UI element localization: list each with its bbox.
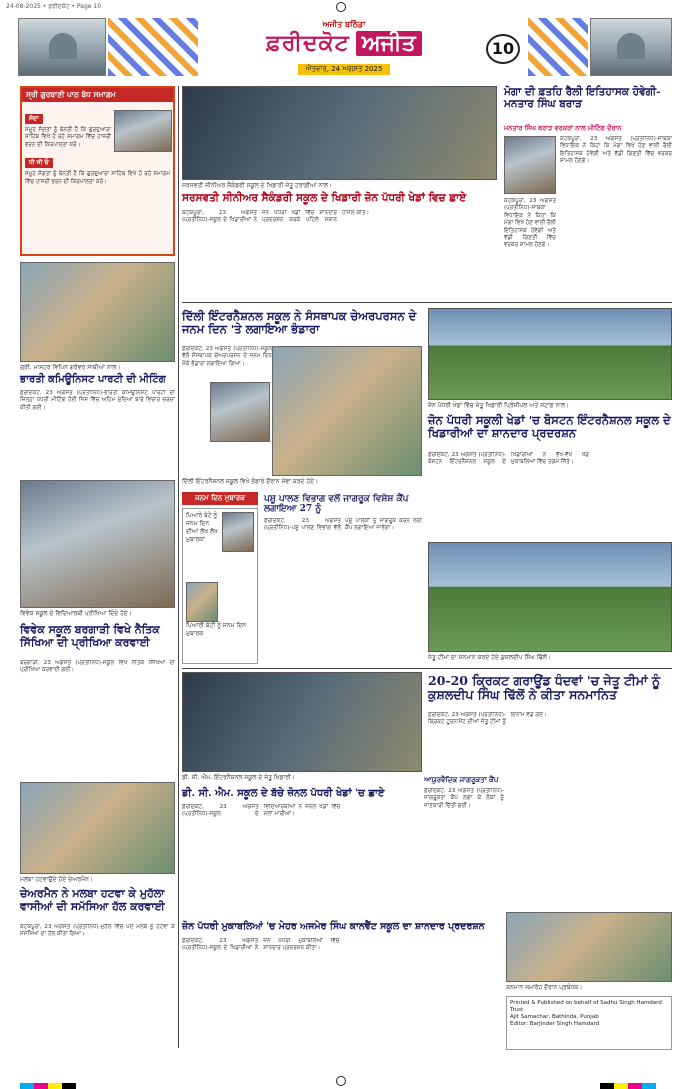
body-dis: ਫ਼ਰੀਦਕੋਟ, 23 ਅਗਸਤ (ਪ੍ਰਤੀਨਿਧ)-ਸਕੂਲ ਵੱਲੋਂ ਸੰਸਥਾਪਕ ਚੇਅਰਪਰਸਨ ਦੇ ਜਨਮ ਦਿਨ ਮੌਕੇ ਭੰਡਾਰਾ ਲਗਾਇਆ ਗਿਆ। <box>182 346 272 367</box>
imprint-box <box>506 996 672 1050</box>
body-mehar: ਫ਼ਰੀਦਕੋਟ, 23 ਅਗਸਤ (ਪ੍ਰਤੀਨਿਧ)-ਸਕੂਲ ਦੇ ਖਿਡਾਰੀਆਂ ਨੇ ਜ਼ੋਨ ਪੱਧਰੀ ਮੁਕਾਬਲਿਆਂ ਵਿੱਚ ਸ਼ਾਨਦਾਰ ਪ੍ਰਦਰਸ਼ਨ ਕੀਤਾ। <box>182 938 340 952</box>
masthead-kicker: ਅਜੀਤ ਬਠਿੰਡਾ <box>322 20 366 29</box>
masthead-city: ਫ਼ਰੀਦਕੋਟ <box>266 30 350 56</box>
body-cpi: ਫ਼ਰੀਦਕੋਟ, 23 ਅਗਸਤ (ਪ੍ਰਤੀਨਿਧ)-ਭਾਰਤੀ ਕਮਿਊਨਿਸਟ ਪਾਰਟੀ ਦੀ ਜ਼ਿਲ੍ਹਾ ਪੱਧਰੀ ਮੀਟਿੰਗ ਹੋਈ ਜਿਸ ਵਿੱਚ ਅਹਿਮ ਮੁੱਦਿਆਂ ਬਾਰੇ ਵਿਚਾਰ ਚਰਚਾ ਕੀਤੀ ਗਈ। <box>20 390 175 411</box>
body-vivek: ਬਰਗਾੜੀ, 23 ਅਗਸਤ (ਪ੍ਰਤੀਨਿਧ)-ਸਕੂਲ ਵਿਖੇ ਨੈਤਿਕ ਸਿੱਖਿਆ ਦੀ ਪ੍ਰੀਖਿਆ ਕਰਵਾਈ ਗਈ। <box>20 660 175 674</box>
headline-saraswati: ਸਰਸਵਤੀ ਸੀਨੀਅਰ ਸੈਕੰਡਰੀ ਸਕੂਲ ਦੇ ਖਿਡਾਰੀ ਜ਼ੋਨ ਪੱਧਰੀ ਖੇਡਾਂ ਵਿਚ ਛਾਏ <box>182 192 467 204</box>
column-rule <box>178 86 179 1048</box>
caption-vivek: ਵਿਵੇਕ ਸਕੂਲ ਦੇ ਵਿਦਿਆਰਥੀ ਪ੍ਰੀਖਿਆ ਦਿੰਦੇ ਹੋਏ। <box>20 610 132 617</box>
color-bar <box>20 1074 76 1089</box>
subhead-moga: ਮਨਤਾਰ ਸਿੰਘ ਬਰਾੜ ਵਰਕਰਾਂ ਨਾਲ ਮੀਟਿੰਗ ਦੌਰਾਨ <box>504 124 622 132</box>
registration-mark-bottom <box>336 1076 346 1086</box>
photo-dis-chairperson <box>210 382 270 442</box>
birthday-text-2: ਪਿਆਰੀ ਬੇਟੀ ਨੂੰ ਜਨਮ ਦਿਨ ਮੁਬਾਰਕ <box>186 622 247 637</box>
photo-chairman <box>20 782 175 874</box>
ad-text: ਸਮੂਹ ਸੰਗਤਾਂ ਨੂੰ ਬੇਨਤੀ ਹੈ ਕਿ ਗੁਰਦੁਆਰਾ ਸਾਹਿਬ ਵਿਖੇ ਹੋ ਰਹੇ ਸਮਾਗਮ ਵਿੱਚ ਹਾਜ਼ਰੀ ਭਰਨ ਦੀ ਕਿਰਪਾਲਤਾ ਕਰੋ। <box>25 127 111 148</box>
page-number: 10 <box>486 34 520 64</box>
photo-moga-portrait <box>504 136 556 194</box>
imprint-line-2: Ajit Samachar, Bathinda, Punjab <box>510 1014 599 1020</box>
birthday-photo-1 <box>222 512 254 552</box>
masthead-date: ਐਤਵਾਰ, 24 ਅਗਸਤ 2025 <box>298 64 391 75</box>
caption-chairman: ਮਲਬਾ ਹਟਵਾਉਂਦੇ ਹੋਏ ਚੇਅਰਮੈਨ। <box>20 876 93 883</box>
ad-tag: ਸੱਦਾ <box>25 114 43 124</box>
body-boston: ਫ਼ਰੀਦਕੋਟ, 23 ਅਗਸਤ (ਪ੍ਰਤੀਨਿਧ)-ਬੋਸਟਨ ਇੰਟਰਨੈਸ਼ਨਲ ਸਕੂਲ ਦੇ ਖਿਡਾਰੀਆਂ ਨੇ ਵੱਖ-ਵੱਖ ਖੇਡ ਮੁਕਾਬਲਿਆਂ ਵਿੱਚ ਤਗਮੇ ਜਿੱਤੇ। <box>428 452 589 466</box>
body-dcm: ਫ਼ਰੀਦਕੋਟ, 23 ਅਗਸਤ (ਪ੍ਰਤੀਨਿਧ)-ਸਕੂਲ ਦੇ ਵਿਦਿਆਰਥੀਆਂ ਨੇ ਜ਼ੋਨਲ ਖੇਡਾਂ ਵਿੱਚ ਮੱਲਾਂ ਮਾਰੀਆਂ। <box>182 804 341 818</box>
masthead-pattern-left <box>108 18 198 76</box>
photo-cricket-teams <box>428 542 672 652</box>
photo-boston-team <box>428 308 672 400</box>
imprint-line-1: Printed & Published on behalf of Sadhu Singh Hamdard Trust <box>510 1000 662 1013</box>
section-rule <box>182 302 672 303</box>
body-chairman: ਕੋਟਕਪੂਰਾ, 23 ਅਗਸਤ (ਪ੍ਰਤੀਨਿਧ)-ਮੁਹੱਲੇ ਵਿੱਚ ਪਏ ਮਲਬੇ ਨੂੰ ਹਟਵਾ ਕੇ ਸਮੱਸਿਆ ਦਾ ਹੱਲ ਕੀਤਾ ਗਿਆ। <box>20 924 175 938</box>
headline-vivek: ਵਿਵੇਕ ਸਕੂਲ ਬਰਗਾੜੀ ਵਿਖੇ ਨੈਤਿਕ ਸਿੱਖਿਆ ਦੀ ਪ੍ਰੀਖਿਆ ਕਰਵਾਈ <box>20 623 160 649</box>
body-moga-2: ਕੋਟਕਪੂਰਾ, 23 ਅਗਸਤ (ਪ੍ਰਤੀਨਿਧ)-ਸਾਬਕਾ ਵਿਧਾਇਕ ਨੇ ਕਿਹਾ ਕਿ ਮੋਗਾ ਵਿਖੇ ਹੋਣ ਵਾਲੀ ਰੈਲੀ ਇਤਿਹਾਸਕ ਹੋਵੇਗੀ ਅਤੇ ਵੱਡੀ ਗਿਣਤੀ ਵਿੱਚ ਵਰਕਰ ਸ਼ਾਮਲ ਹੋਣਗੇ। <box>504 198 556 249</box>
birthday-photo-2 <box>186 582 218 622</box>
masthead <box>194 20 494 74</box>
headline-boston: ਜ਼ੋਨ ਪੱਧਰੀ ਸਕੂਲੀ ਖੇਡਾਂ 'ਚ ਬੋਸਟਨ ਇੰਟਰਨੈਸ਼ਨਲ ਸਕੂਲ ਦੇ ਖਿਡਾਰੀਆਂ ਦਾ ਸ਼ਾਨਦਾਰ ਪ੍ਰਦਰਸ਼ਨ <box>428 413 671 441</box>
headline-dis: ਦਿੱਲੀ ਇੰਟਰਨੈਸ਼ਨਲ ਸਕੂਲ ਨੇ ਸੰਸਥਾਪਕ ਚੇਅਰਪਰਸਨ ਦੇ ਜਨਮ ਦਿਨ 'ਤੇ ਲਗਾਇਆ ਭੰਡਾਰਾ <box>182 309 417 337</box>
body-saraswati: ਕੋਟਕਪੂਰਾ, 23 ਅਗਸਤ (ਪ੍ਰਤੀਨਿਧ)-ਸਕੂਲ ਦੇ ਖਿਡਾਰੀਆਂ ਨੇ ਜ਼ੋਨ ਪੱਧਰੀ ਖੇਡਾਂ ਵਿੱਚ ਸ਼ਾਨਦਾਰ ਪ੍ਰਦਰਸ਼ਨ ਕਰਕੇ ਪਹਿਲੇ ਸਥਾਨ ਹਾਸਲ ਕੀਤੇ। <box>182 210 370 224</box>
headline-ayurveda: ਆਯੁਰਵੈਦਿਕ ਜਾਗਰੂਕਤਾ ਕੈਂਪ <box>424 776 504 785</box>
body-moga: ਕੋਟਕਪੂਰਾ, 23 ਅਗਸਤ (ਪ੍ਰਤੀਨਿਧ)-ਸਾਬਕਾ ਵਿਧਾਇਕ ਨੇ ਕਿਹਾ ਕਿ ਮੋਗਾ ਵਿਖੇ ਹੋਣ ਵਾਲੀ ਰੈਲੀ ਇਤਿਹਾਸਕ ਹੋਵੇਗੀ ਅਤੇ ਵੱਡੀ ਗਿਣਤੀ ਵਿੱਚ ਵਰਕਰ ਸ਼ਾਮਲ ਹੋਣਗੇ। <box>560 136 672 165</box>
masthead-photo-right <box>590 18 672 76</box>
body-vet-camp: ਫ਼ਰੀਦਕੋਟ, 23 ਅਗਸਤ (ਪ੍ਰਤੀਨਿਧ)-ਪਸ਼ੂ ਪਾਲਣ ਵਿਭਾਗ ਵੱਲੋਂ ਪਸ਼ੂ ਪਾਲਕਾਂ ਨੂੰ ਜਾਗਰੂਕ ਕਰਨ ਲਈ ਕੈਂਪ ਲਗਾਇਆ ਜਾਵੇਗਾ। <box>264 518 422 532</box>
registration-mark <box>336 2 346 12</box>
section-rule-2 <box>182 668 672 669</box>
body-cricket: ਫ਼ਰੀਦਕੋਟ, 23 ਅਗਸਤ (ਪ੍ਰਤੀਨਿਧ)-ਕ੍ਰਿਕਟ ਟੂਰਨਾਮੈਂਟ ਦੀਆਂ ਜੇਤੂ ਟੀਮਾਂ ਨੂੰ ਇਨਾਮ ਵੰਡੇ ਗਏ। <box>428 712 547 726</box>
ad-org: ਧੀ ਜੀ ਓ <box>25 158 53 168</box>
photo-saraswati-team <box>182 86 497 180</box>
birthday-tag: ਜਨਮ ਦਿਨ ਮੁਬਾਰਕ <box>182 492 258 505</box>
headline-chairman: ਚੇਅਰਮੈਨ ਨੇ ਮਲਬਾ ਹਟਵਾ ਕੇ ਮੁਹੱਲਾ ਵਾਸੀਆਂ ਦੀ ਸਮੱਸਿਆ ਹੱਲ ਕਰਵਾਈ <box>20 887 165 913</box>
masthead-area <box>18 16 673 80</box>
photo-dis-bhandara <box>272 346 422 476</box>
top-strip: 24-08-2025 • ਫ਼ਰੀਦਕੋਟ • Page 10 <box>6 3 102 10</box>
photo-dcm-school <box>182 672 422 772</box>
color-bar-right <box>600 1074 656 1089</box>
ad-photo <box>114 110 172 152</box>
caption-boston: ਜ਼ੋਨ ਪੱਧਰੀ ਖੇਡਾਂ ਵਿੱਚ ਜੇਤੂ ਖਿਡਾਰੀ ਪ੍ਰਿੰਸੀਪਲ ਅਤੇ ਸਟਾਫ਼ ਨਾਲ। <box>428 402 570 409</box>
ad-title: ਸ੍ਰੀ ਗੁਰਬਾਣੀ ਪਾਠ ਬੋਧ ਸਮਾਗਮ <box>22 88 173 102</box>
body-ayurveda: ਫ਼ਰੀਦਕੋਟ, 23 ਅਗਸਤ (ਪ੍ਰਤੀਨਿਧ)-ਜਾਗਰੂਕਤਾ ਕੈਂਪ ਲਗਾ ਕੇ ਲੋਕਾਂ ਨੂੰ ਜਾਣਕਾਰੀ ਦਿੱਤੀ ਗਈ। <box>424 788 504 908</box>
birthday-text-1: ਪਿਆਰੇ ਬੇਟੇ ਨੂੰ ਜਨਮ ਦਿਨ ਦੀਆਂ ਲੱਖ ਲੱਖ ਮੁਬਾਰਕਾਂ <box>186 512 218 543</box>
caption-group-meeting: ਗ੍ਰੀ. ਮਾਸਟਰ ਵਿਪਿਨ ਗਰੋਵਰ ਸਾਥੀਆਂ ਨਾਲ। <box>20 364 121 371</box>
headline-moga: ਮੋਗਾ ਦੀ ਫ਼ਤਹਿ ਰੈਲੀ ਇਤਿਹਾਸਕ ਹੋਵੇਗੀ-ਮਨਤਾਰ ਸਿੰਘ ਬਰਾੜ <box>504 86 661 111</box>
headline-mehar: ਜ਼ੋਨ ਪੱਧਰੀ ਮੁਕਾਬਲਿਆਂ 'ਚ ਮੇਹਰ ਅਜਮੇਰ ਸਿੰਘ ਕਾਨਵੈਂਟ ਸਕੂਲ ਦਾ ਸ਼ਾਨਦਾਰ ਪ੍ਰਦਰਸ਼ਨ <box>182 921 485 932</box>
headline-vet-camp: ਪਸ਼ੂ ਪਾਲਣ ਵਿਭਾਗ ਵਲੋਂ ਜਾਗਰੂਕ ਵਿਸ਼ੇਸ਼ ਕੈਂਪ ਲਗਾਇਆ 27 ਨੂੰ <box>264 494 409 515</box>
headline-cpi: ਭਾਰਤੀ ਕਮਿਊਨਿਸਟ ਪਾਰਟੀ ਦੀ ਮੀਟਿੰਗ <box>20 374 166 385</box>
masthead-photo-left <box>18 18 106 76</box>
masthead-pattern-right <box>528 18 588 76</box>
caption-dis: ਦਿੱਲੀ ਇੰਟਰਨੈਸ਼ਨਲ ਸਕੂਲ ਵਿਖੇ ਭੰਡਾਰੇ ਦੌਰਾਨ ਸੇਵਾ ਕਰਦੇ ਹੋਏ। <box>182 478 319 485</box>
photo-group-meeting <box>20 262 175 362</box>
ad-text-2: ਸਮੂਹ ਸੰਗਤਾਂ ਨੂੰ ਬੇਨਤੀ ਹੈ ਕਿ ਗੁਰਦੁਆਰਾ ਸਾਹਿਬ ਵਿਖੇ ਹੋ ਰਹੇ ਸਮਾਗਮ ਵਿੱਚ ਹਾਜ਼ਰੀ ਭਰਨ ਦੀ ਕਿਰਪਾਲਤਾ ਕਰੋ। <box>25 171 170 185</box>
masthead-paper-name: ਅਜੀਤ <box>356 31 422 56</box>
photo-award-ceremony <box>506 912 672 982</box>
caption-cricket: ਜੇਤੂ ਟੀਮਾਂ ਦਾ ਸਨਮਾਨ ਕਰਦੇ ਹੋਏ ਕੁਸ਼ਲਦੀਪ ਸਿੰਘ ਢਿੱਲੋਂ। <box>428 654 551 661</box>
headline-cricket: 20-20 ਕ੍ਰਿਕਟ ਗਰਾਊਂਡ ਧੰਦਵਾਂ 'ਚ ਜੇਤੂ ਟੀਮਾਂ ਨੂੰ ਕੁਸ਼ਲਦੀਪ ਸਿੰਘ ਢਿੱਲੋਂ ਨੇ ਕੀਤਾ ਸਨਮਾਨਿਤ <box>428 673 661 703</box>
ad-box <box>20 86 175 256</box>
headline-dcm: ਡੀ. ਸੀ. ਐਮ. ਸਕੂਲ ਦੇ ਬੱਚੇ ਜ਼ੋਨਲ ਪੱਧਰੀ ਖੇਡਾਂ 'ਚ ਛਾਏ <box>182 788 385 799</box>
birthday-box <box>182 508 258 664</box>
imprint-line-3: Editor: Barjinder Singh Hamdard <box>510 1021 600 1027</box>
caption-saraswati: ਸਰਸਵਤੀ ਸੀਨੀਅਰ ਸੈਕੰਡਰੀ ਸਕੂਲ ਦੇ ਖਿਡਾਰੀ ਜੇਤੂ ਟਰਾਫ਼ੀਆਂ ਨਾਲ। <box>182 182 333 189</box>
caption-award: ਸਨਮਾਨ ਸਮਾਰੋਹ ਦੌਰਾਨ ਪ੍ਰਬੰਧਕ। <box>506 984 583 991</box>
photo-vivek-school <box>20 480 175 608</box>
caption-dcm: ਡੀ. ਸੀ. ਐਮ. ਇੰਟਰਨੈਸ਼ਨਲ ਸਕੂਲ ਦੇ ਜੇਤੂ ਖਿਡਾਰੀ। <box>182 774 295 781</box>
